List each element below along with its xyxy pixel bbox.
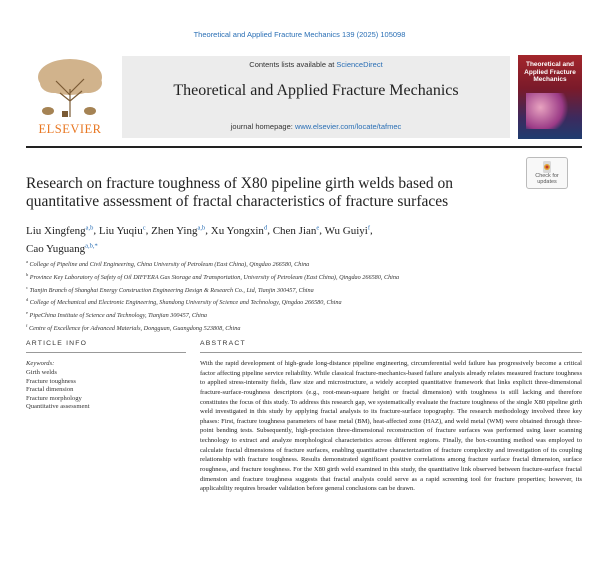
affiliation: $^f$ Centre of Excellence for Advanced Materials, Dongguan, Guangdong 523808, China: [26, 322, 241, 332]
affiliation: $^a$ College of Pipeline and Civil Engineering, China University of Petroleum (East China), Qingdao 266580, China: [26, 259, 310, 269]
cover-title: Theoretical and Applied Fracture Mechanics: [524, 61, 576, 83]
affiliation: $^c$ Tianjin Branch of Shanghai Energy Construction Engineering Design & Research Co., Ltd, Tianjin 300457, China: [26, 284, 314, 294]
sciencedirect-link[interactable]: ScienceDirect: [336, 60, 383, 69]
keywords-list: [26, 369, 90, 412]
article-info-heading: ARTICLE INFO: [26, 340, 88, 347]
elsevier-tree-icon: [26, 55, 114, 121]
author[interactable]: Liu Xingfeng$^{a,b}$: [26, 224, 94, 237]
abstract-heading: ABSTRACT: [200, 340, 246, 347]
affiliations: [26, 257, 566, 334]
keywords-label: Keywords:: [26, 360, 55, 367]
affiliation: $^b$ Province Key Laboratory of Safety of Oil DIFFERA Gas Storage and Transportation, University of Petroleum (East China), Qingdao 266580, China: [26, 271, 400, 281]
journal-citation[interactable]: Theoretical and Applied Fracture Mechanics 139 (2025) 105098: [193, 30, 406, 39]
check-updates-label: Check for updates: [535, 173, 559, 185]
elsevier-wordmark: ELSEVIER: [38, 122, 102, 136]
keyword[interactable]: Fractal dimension: [26, 386, 74, 394]
author[interactable]: Wu Guiyi$^f$: [324, 224, 371, 237]
header-divider: [26, 146, 582, 148]
author[interactable]: Zhen Ying$^{a,b}$: [151, 224, 206, 237]
homepage-prefix: journal homepage:: [230, 122, 295, 131]
contents-line: [122, 60, 510, 69]
abstract-body: With the rapid development of high-grade long-distance pipeline engineering, circumferential weld failure has progressively become a critical factor affecting pipeline service reliability. While classical fracture-mechanics-based failure analysis already relates measured fracture toughness to applied stress-intensity fields, flaw size and microstructure, a widely accepted quantitative framework that links explicit three-dimensional fracture-surface-roughness descriptors (e.g., root-mean-square height or fractal dimension) with toughness is still lacking and therefore constitutes the focus of this study. To address this research gap, we systematically evaluate the fracture toughness of the single X80 pipeline girth weld investigated in this study by applying fractal analysis to its fracture-surface topography. The research methodology involved three key phases: First, fracture toughness parameters of base metal (BM), heat-affected zone (HAZ), and weld metal (WM) were obtained through three-point bending tests. Subsequently, high-precision three-dimensional reconstruction of fracture surfaces was performed using laser scanning technology to extract and analyze morphological characteristics across different regions. Finally, the box-counting method was employed to calculate fractal dimensions of fracture surfaces, enabling quantitative characterization of fracture complexity and investigation of its coupling relationship with fracture toughness. Results demonstrated significant positive correlations among fracture surface fractal dimension, surface roughness, and fracture toughness. For the X80 girth weld examined in this study, the quantitative link observed between fracture-surface fractal dimension and fracture toughness suggests that fractal analysis could serve as a rapid screening tool for fracture properties; however, its applicability requires broader validation before general conclusions can be drawn.: [200, 360, 582, 493]
keyword[interactable]: Fracture morphology: [26, 394, 82, 402]
journal-homepage-line: [122, 122, 510, 131]
journal-cover-image[interactable]: [518, 55, 582, 139]
article-title: Research on fracture toughness of X80 pipeline girth welds based on quantitative assessment of fractal characteristics of fracture surfaces: [26, 175, 453, 210]
author[interactable]: Liu Yuqiu$^c$: [98, 224, 146, 237]
author[interactable]: Cao Yuguang$^{a,b,*}$: [26, 242, 98, 256]
affiliation: $^d$ College of Mechanical and Electronic Engineering, Shandong University of Science and Technology, Qingdao 266580, China: [26, 297, 342, 307]
author-list: Liu Xingfeng$^{a,b}$, Liu Yuqiu$^c$, Zhen Ying$^{a,b}$, Xu Yongxin$^d$, Chen Jian$^e$, Wu Guiyi$^f$, Cao Yuguang$^{a,b,*}$: [26, 224, 373, 256]
check-updates-icon: [542, 161, 552, 173]
keyword[interactable]: Quantitative assessment: [26, 403, 90, 411]
affiliation: $^e$ PipeChina Institute of Science and Technology, Tianjian 300457, China: [26, 310, 208, 320]
journal-title: Theoretical and Applied Fracture Mechanics: [173, 82, 459, 99]
article-info-rule: [26, 352, 186, 353]
author[interactable]: Chen Jian$^e$: [272, 224, 320, 237]
contents-prefix: Contents lists available at: [249, 60, 337, 69]
check-for-updates-button[interactable]: [526, 157, 568, 189]
keyword[interactable]: Fracture toughness: [26, 377, 76, 385]
author[interactable]: Xu Yongxin$^d$: [210, 224, 268, 237]
cover-graphic: [526, 93, 574, 129]
keyword[interactable]: Girth welds: [26, 369, 57, 376]
homepage-link[interactable]: www.elsevier.com/locate/tafmec: [294, 122, 402, 131]
abstract-rule: [200, 352, 582, 353]
